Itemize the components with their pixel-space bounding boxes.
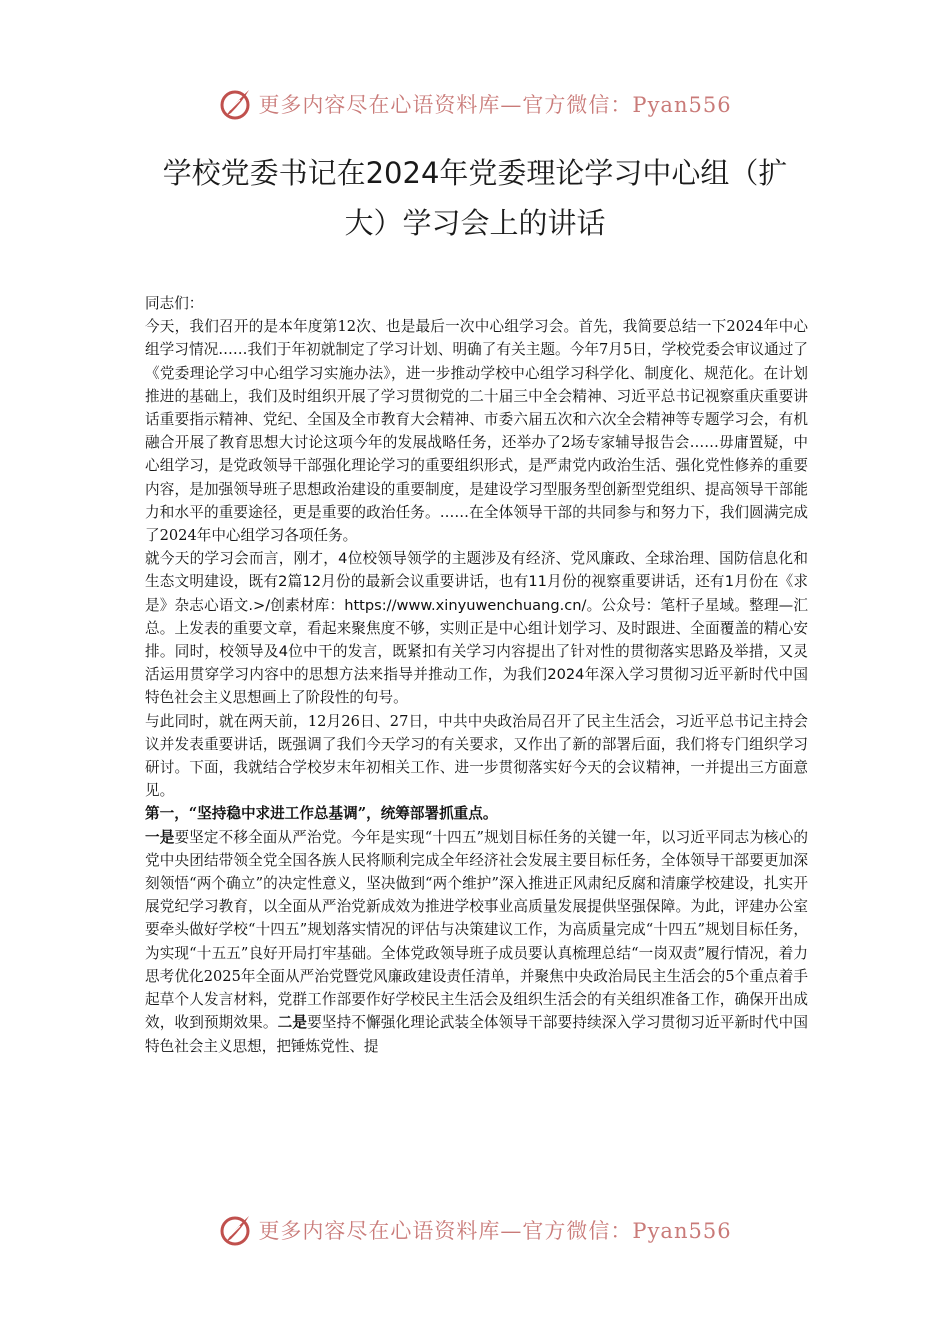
header-watermark-banner xyxy=(0,82,950,126)
paragraph-4 xyxy=(145,826,808,1058)
lead-2: 二是 xyxy=(277,1014,308,1032)
document-title: 学校党委书记在2024年党委理论学习中心组（扩大）学习会上的讲话 xyxy=(162,156,788,240)
paragraph-1: 今天，我们召开的是本年度第12次、也是最后一次中心组学习会。首先，我简要总结一下2024年中心组学习情况……我们于年初就制定了学习计划、明确了有关主题。今年7月5日，学校党委会审议通过了《党委理论学习中心组学习实施办法》，进一步推动学校中心组学习科学化、制度化、规范化。在计划推进的基础上，我们及时组织开展了学习贯彻党的二十届三中全会精神、习近平总书记视察重庆重要讲话重要指示精神、党纪、全国及全市教育大会精神、市委六届五次和六次全会精神等专题学习会，有机融合开展了教育思想大讨论这项今年的发展战略任务，还举办了2场专家辅导报告会……毋庸置疑，中心组学习，是党政领导干部强化理论学习的重要组织形式，是严肃党内政治生活、强化党性修养的重要内容，是加强领导班子思想政治建设的重要制度，是建设学习型服务型创新型党组织、提高领导干部能力和水平的重要途径，更是重要的政治任务。……在全体领导干部的共同参与和努力下，我们圆满完成了2024年中心组学习各项任务。 xyxy=(145,318,808,545)
lead-1: 一是 xyxy=(145,828,175,846)
section-heading-1 xyxy=(145,802,808,825)
footer-watermark-banner xyxy=(0,1208,950,1252)
paragraph-3: 与此同时，就在两天前，12月26日、27日，中共中央政治局召开了民主生活会，习近平总书记主持会议并发表重要讲话，既强调了我们今天学习的有关要求，又作出了新的部署后面，我们将专门组织学习研讨。下面，我就结合学校岁末年初相关工作、进一步贯彻落实好今天的会议精神，一并提出三方面意见。 xyxy=(145,712,808,800)
watermark-text: 更多内容尽在心语资料库—官方微信：Pyan556 xyxy=(258,1219,732,1243)
paragraph-4b-text: 要坚持不懈强化理论武装全体领导干部要持续深入学习贯彻习近平新时代中国特色社会主义思想，把锤炼党性、提 xyxy=(145,1014,808,1055)
quill-logo-icon xyxy=(218,86,254,122)
watermark-text: 更多内容尽在心语资料库—官方微信：Pyan556 xyxy=(258,93,732,117)
section-heading-text: 第一，“坚持稳中求进工作总基调”，统筹部署抓重点。 xyxy=(145,805,498,823)
salutation: 同志们： xyxy=(145,295,204,312)
paragraph-2: 就今天的学习会而言，刚才，4位校领导领学的主题涉及有经济、党风廉政、全球治理、国防信息化和生态文明建设，既有2篇12月份的最新会议重要讲话，也有11月份的视察重要讲话，还有1月份在《求是》杂志心语文.>/创素材库：https://www.xinyuwenchuang.cn/。公众号：笔杆子星域。整理—汇总。上发表的重要文章，看起来聚焦度不够，实则正是中心组计划学习、及时跟进、全面覆盖的精心安排。同时，校领导及4位中干的发言，既紧扣有关学习内容提出了针对性的贯彻落实思路及举措，又灵活运用贯穿学习内容中的思想方法来指导并推动工作，为我们2024年深入学习贯彻习近平新时代中国特色社会主义思想画上了阶段性的句号。 xyxy=(145,550,808,707)
quill-logo-icon xyxy=(218,1212,254,1248)
paragraph-4-text: 要坚定不移全面从严治党。今年是实现“十四五”规划目标任务的关键一年，以习近平同志为核心的党中央团结带领全党全国各族人民将顺利完成全年经济社会发展主要目标任务，全体领导干部要更加深刻领悟“两个确立”的决定性意义，坚决做到“两个维护”深入推进正风肃纪反腐和清廉学校建设，扎实开展党纪学习教育，以全面从严治党新成效为推进学校事业高质量发展提供坚强保障。为此，评建办公室要牵头做好学校“十四五”规划落实情况的评估与决策建议工作，为高质量完成“十四五”规划目标任务，为实现“十五五”良好开局打牢基础。全体党政领导班子成员要认真梳理总结“一岗双责”履行情况，着力思考优化2025年全面从严治党暨党风廉政建设责任清单，并聚焦中央政治局民主生活会的5个重点着手起草个人发言材料，党群工作部要作好学校民主生活会及组织生活会的有关组织准备工作，确保开出成效，收到预期效果。 xyxy=(145,828,808,1032)
document-body xyxy=(145,292,808,1058)
